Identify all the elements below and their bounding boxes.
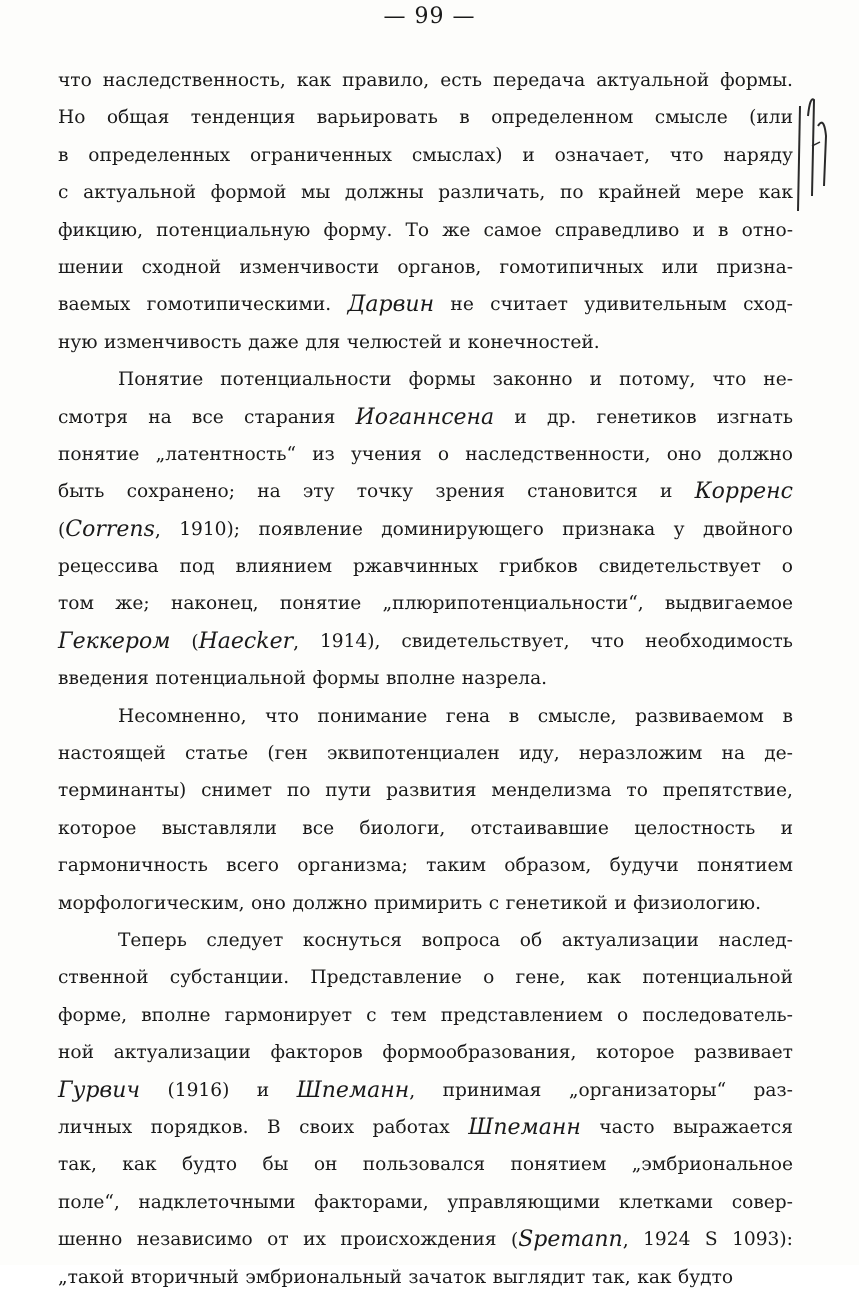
text-line: поле“, надклеточными факторами, управляющими клетками совер- (58, 1191, 793, 1213)
text-line: Гурвич (1916) и Шпеманн, принимая „организаторы“ раз- (58, 1077, 793, 1103)
text-line: личных порядков. В своих работах Шпеманн часто выражается (58, 1114, 793, 1140)
text-line: Но общая тенденция варьировать в определенном смысле (или (58, 107, 793, 129)
text-line: фикцию, потенциальную форму. То же самое справедливо и в отно- (58, 219, 793, 241)
text-line: Геккером (Haecker, 1914), свидетельствует, что необходимость (58, 628, 793, 654)
text-line: гармоничность всего организма; таким образом, будучи понятием (58, 855, 793, 877)
text-line: в определенных ограниченных смыслах) и означает, что наряду (58, 144, 793, 166)
text-line: введения потенциальной формы вполне назрела. (58, 668, 548, 690)
text-line: терминанты) снимет по пути развития менделизма то препятствие, (58, 780, 793, 802)
text-line: Понятие потенциальности формы законно и потому, что не- (118, 369, 793, 391)
text-line: ваемых гомотипическими. Дарвин не считает удивительным сход- (58, 292, 793, 318)
page-number: — 99 — (383, 4, 476, 29)
text-line: так, как будто бы он пользовался понятием „эмбриональное (58, 1154, 793, 1176)
body-text (58, 62, 793, 1296)
text-line: быть сохранено; на эту точку зрения становится и Корренс (58, 479, 793, 505)
text-line: шении сходной изменчивости органов, гомотипичных или призна- (58, 256, 793, 278)
text-line: Несомненно, что понимание гена в смысле, развиваемом в (118, 705, 793, 727)
text-line: ную изменчивость даже для челюстей и конечностей. (58, 331, 600, 353)
handwritten-margin-mark (794, 86, 834, 216)
text-line: том же; наконец, понятие „плюрипотенциальности“, выдвигаемое (58, 593, 793, 615)
text-line: рецессива под влиянием ржавчинных грибков свидетельствует о (58, 556, 793, 578)
text-line: (Correns, 1910); появление доминирующего признака у двойного (58, 516, 793, 542)
text-line: шенно независимо от их происхождения (Spemann, 1924 S 1093): (58, 1227, 793, 1253)
text-line: ственной субстанции. Представление о гене, как потенциальной (58, 967, 793, 989)
text-line: смотря на все старания Иоганнсена и др. генетиков изгнать (58, 404, 793, 430)
text-line: Теперь следует коснуться вопроса об актуализации наслед- (118, 929, 793, 951)
text-line: с актуальной формой мы должны различать, по крайней мере как (58, 182, 793, 204)
text-line: морфологическим, оно должно примирить с генетикой и физиологию. (58, 892, 762, 914)
text-line: „такой вторичный эмбриональный зачаток выглядит так, как будто (58, 1266, 734, 1288)
text-line: понятие „латентность“ из учения о наследственности, оно должно (58, 443, 793, 465)
text-line: что наследственность, как правило, есть передача актуальной формы. (58, 70, 793, 91)
text-line: форме, вполне гармонирует с тем представлением о последователь- (58, 1004, 793, 1026)
text-line: которое выставляли все биологи, отстаивавшие целостность и (58, 817, 793, 839)
text-line: настоящей статье (ген эквипотенциален иду, неразложим на де- (58, 743, 793, 765)
text-line: ной актуализации факторов формообразования, которое развивает (58, 1042, 793, 1064)
